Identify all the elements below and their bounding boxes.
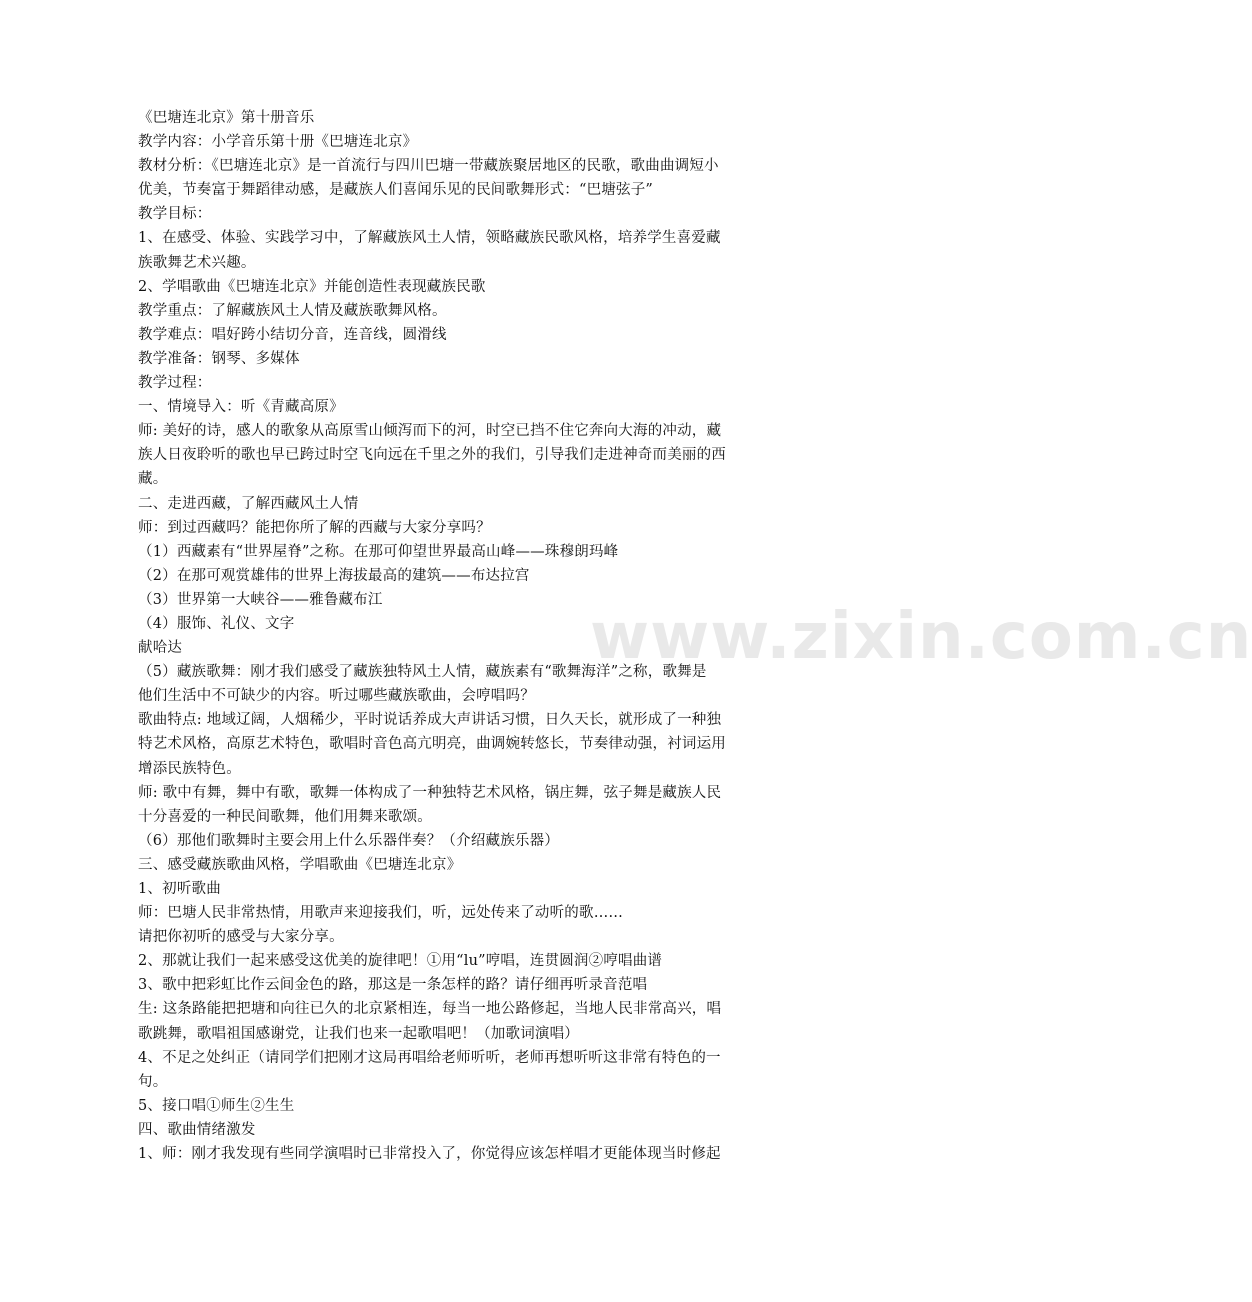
text-line: 教材分析：《巴塘连北京》是一首流行与四川巴塘一带藏族聚居地区的民歌，歌曲曲调短小 [138, 158, 719, 175]
text-line: 请把你初听的感受与大家分享。 [138, 929, 344, 946]
text-line: （2）在那可观赏雄伟的世界上海拔最高的建筑——布达拉宫 [138, 567, 530, 584]
text-line: 四、歌曲情绪激发 [138, 1121, 256, 1138]
text-line: 三、感受藏族歌曲风格，学唱歌曲《巴塘连北京》 [138, 856, 462, 873]
text-line: （6）那他们歌舞时主要会用上什么乐器伴奏？（介绍藏族乐器） [138, 832, 560, 849]
text-line: （4）服饰、礼仪、文字 [138, 615, 295, 632]
text-line: 族歌舞艺术兴趣。 [138, 254, 256, 271]
text-line: 2、学唱歌曲《巴塘连北京》并能创造性表现藏族民歌 [138, 278, 486, 295]
text-line: 1、初听歌曲 [138, 881, 221, 897]
text-line: 歌曲特点: 地域辽阔，人烟稀少，平时说话养成大声讲话习惯，日久天长，就形成了一种独 [138, 712, 722, 729]
text-line: 师：巴塘人民非常热情，用歌声来迎接我们，听，远处传来了动听的歌…… [138, 905, 624, 922]
text-line: 族人日夜聆听的歌也早已跨过时空飞向远在千里之外的我们，引导我们走进神奇而美丽的西 [138, 447, 726, 464]
text-line: 二、走进西藏，了解西藏风土人情 [138, 495, 359, 512]
text-line: 特艺术风格，高原艺术特色，歌唱时音色高亢明亮，曲调婉转悠长，节奏律动强，衬词运用 [138, 736, 726, 753]
text-line: 教学难点：唱好跨小结切分音，连音线，圆滑线 [138, 326, 447, 343]
text-line: 1、在感受、体验、实践学习中，了解藏族风土人情，领略藏族民歌风格，培养学生喜爱藏 [138, 230, 721, 247]
text-line: 教学内容：小学音乐第十册《巴塘连北京》 [138, 134, 418, 151]
text-line: 教学过程： [138, 375, 212, 392]
text-line: 增添民族特色。 [138, 760, 241, 777]
text-line: 教学准备：钢琴、多媒体 [138, 350, 300, 367]
document-title: 《巴塘连北京》第十册音乐 [138, 110, 315, 126]
text-line: 4、不足之处纠正（请同学们把刚才这局再唱给老师听听，老师再想听听这非常有特色的一 [138, 1049, 721, 1066]
text-line: 师：到过西藏吗？能把你所了解的西藏与大家分享吗？ [138, 519, 491, 536]
text-line: 教学重点：了解藏族风土人情及藏族歌舞风格。 [138, 302, 447, 319]
text-line: （1）西藏素有“世界屋脊”之称。在那可仰望世界最高山峰——珠穆朗玛峰 [138, 543, 619, 560]
document-body [138, 106, 788, 1166]
text-line: 3、歌中把彩虹比作云间金色的路，那这是一条怎样的路？请仔细再听录音范唱 [138, 977, 648, 994]
text-line: 十分喜爱的一种民间歌舞，他们用舞来歌颂。 [138, 808, 432, 825]
text-line: 2、那就让我们一起来感受这优美的旋律吧！①用“lu”哼唱，连贯圆润②哼唱曲谱 [138, 953, 663, 970]
text-line: 他们生活中不可缺少的内容。听过哪些藏族歌曲，会哼唱吗？ [138, 688, 535, 705]
text-line: 5、接口唱①师生②生生 [138, 1097, 295, 1114]
text-line: 句。 [138, 1073, 168, 1090]
text-line: 优美，节奏富于舞蹈律动感，是藏族人们喜闻乐见的民间歌舞形式：“巴塘弦子” [138, 182, 654, 199]
text-line: 生: 这条路能把把塘和向往已久的北京紧相连，每当一地公路修起，当地人民非常高兴，唱 [138, 1001, 722, 1018]
text-line: 1、师：刚才我发现有些同学演唱时已非常投入了，你觉得应该怎样唱才更能体现当时修起 [138, 1146, 721, 1163]
text-line: 献哈达 [138, 640, 183, 657]
watermark: www.zixin.com.cn [590, 600, 1252, 674]
text-line: 师: 美好的诗，感人的歌象从高原雪山倾泻而下的河，时空已挡不住它奔向大海的冲动，藏 [138, 423, 722, 440]
text-line: 一、情境导入：听《青藏高原》 [138, 399, 344, 416]
text-line: 教学目标： [138, 206, 212, 223]
text-line: 歌跳舞，歌唱祖国感谢党，让我们也来一起歌唱吧！（加歌词演唱） [138, 1025, 579, 1042]
text-line: （5）藏族歌舞：刚才我们感受了藏族独特风土人情，藏族素有“歌舞海洋”之称，歌舞是 [138, 664, 707, 681]
text-line: 藏。 [138, 471, 168, 488]
text-line: 师: 歌中有舞，舞中有歌，歌舞一体构成了一种独特艺术风格，锅庄舞，弦子舞是藏族人民 [138, 784, 722, 801]
text-line: （3）世界第一大峡谷——雅鲁藏布江 [138, 591, 383, 608]
